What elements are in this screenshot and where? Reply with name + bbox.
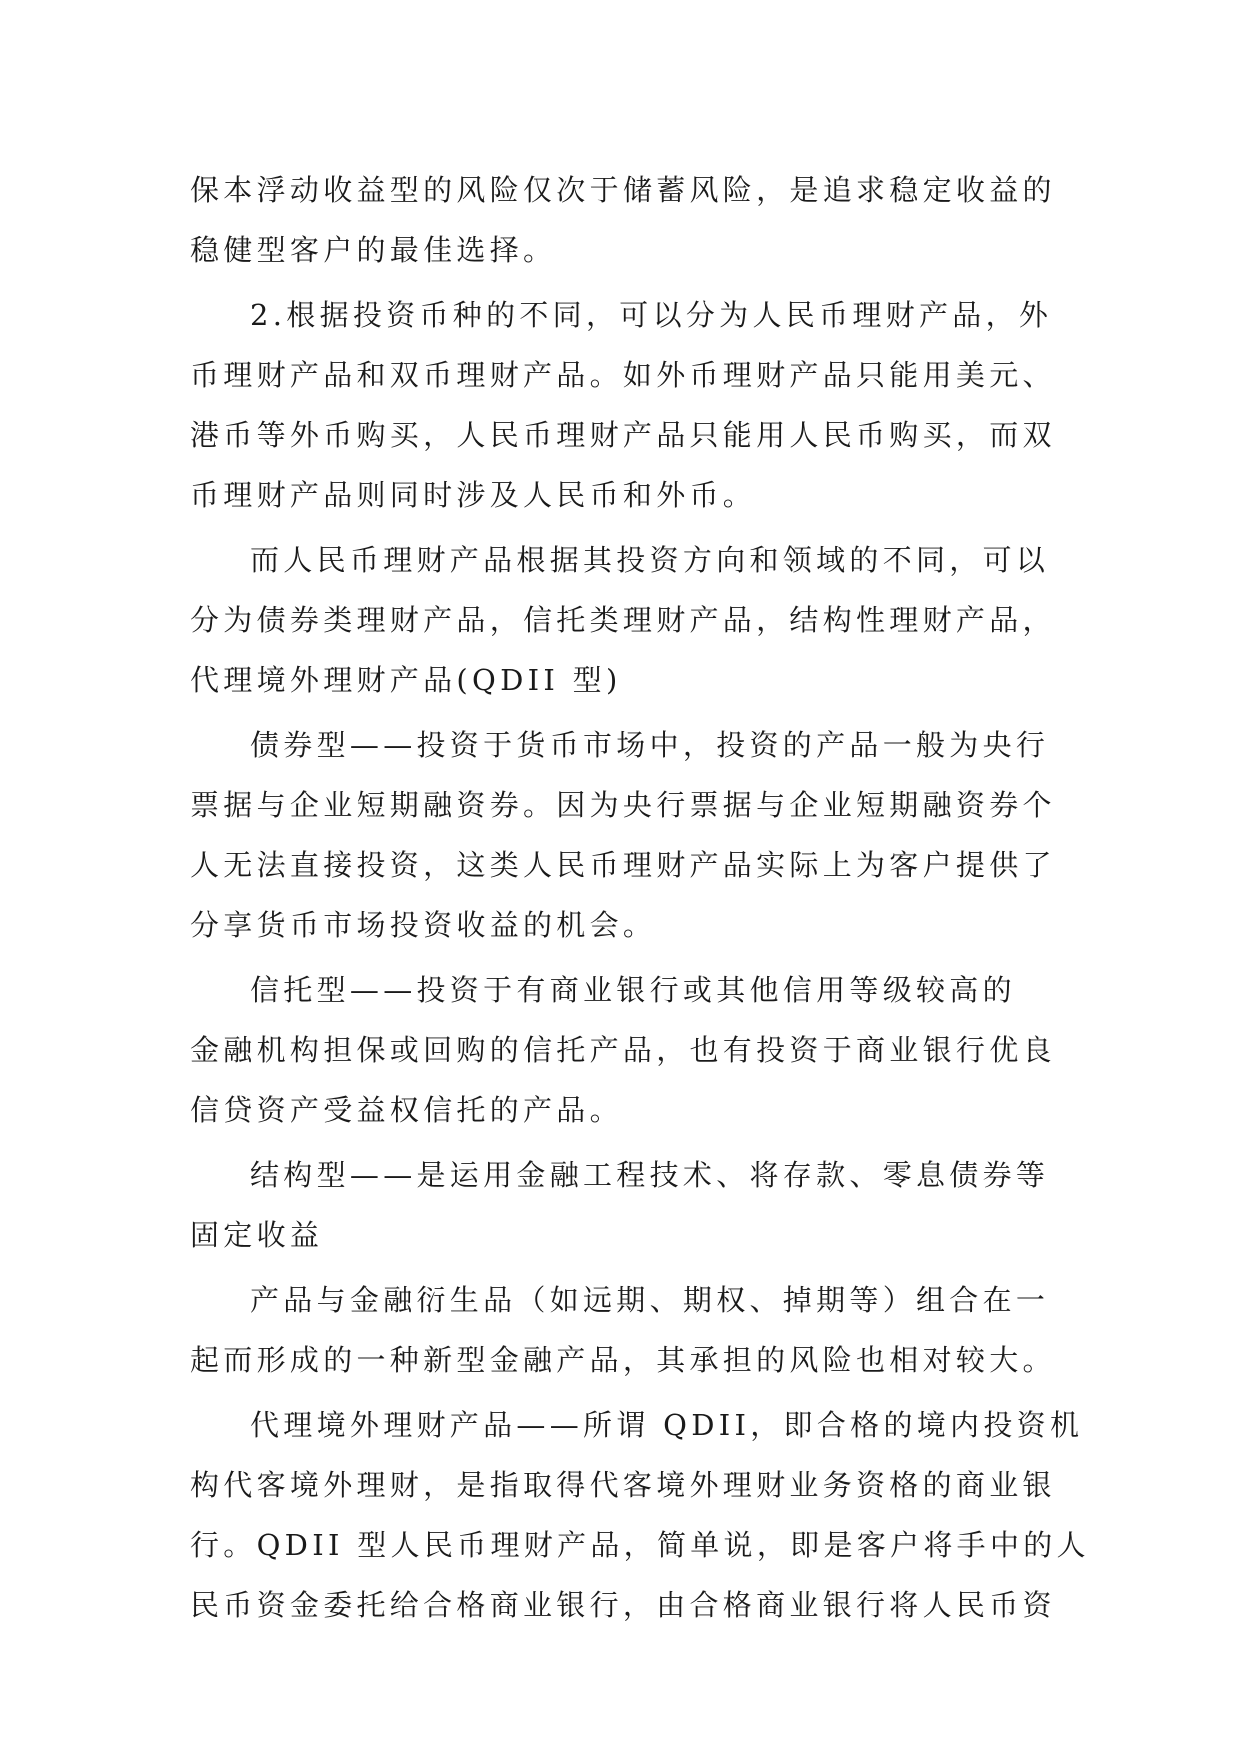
text-line: 构代客境外理财，是指取得代客境外理财业务资格的商业银 — [190, 1468, 1056, 1502]
text-line: 票据与企业短期融资券。因为央行票据与企业短期融资券个 — [190, 788, 1056, 822]
text-line: 产品与金融衍生品（如远期、期权、掉期等）组合在一 — [250, 1283, 1050, 1317]
text-line: 币理财产品则同时涉及人民币和外币。 — [190, 478, 757, 512]
text-line: 民币资金委托给合格商业银行，由合格商业银行将人民币资 — [190, 1588, 1056, 1622]
text-line: 币理财产品和双币理财产品。如外币理财产品只能用美元、 — [190, 358, 1056, 392]
text-line: 固定收益 — [190, 1218, 324, 1252]
text-line: 金融机构担保或回购的信托产品，也有投资于商业银行优良 — [190, 1033, 1056, 1067]
text-line: 结构型——是运用金融工程技术、将存款、零息债券等 — [250, 1158, 1050, 1192]
document-body — [190, 160, 1090, 1635]
text-line: 行。QDII 型人民币理财产品，简单说，即是客户将手中的人 — [190, 1528, 1090, 1562]
text-line: 起而形成的一种新型金融产品，其承担的风险也相对较大。 — [190, 1343, 1056, 1377]
text-line: 债券型——投资于货币市场中，投资的产品一般为央行 — [250, 728, 1050, 762]
text-line: 而人民币理财产品根据其投资方向和领域的不同，可以 — [250, 543, 1050, 577]
text-line: 2.根据投资币种的不同，可以分为人民币理财产品，外 — [250, 298, 1053, 332]
text-line: 人无法直接投资，这类人民币理财产品实际上为客户提供了 — [190, 848, 1056, 882]
text-line: 信贷资产受益权信托的产品。 — [190, 1093, 623, 1127]
text-line: 保本浮动收益型的风险仅次于储蓄风险，是追求稳定收益的 — [190, 173, 1056, 207]
text-line: 分为债券类理财产品，信托类理财产品，结构性理财产品， — [190, 603, 1056, 637]
text-line: 港币等外币购买，人民币理财产品只能用人民币购买，而双 — [190, 418, 1056, 452]
text-line: 稳健型客户的最佳选择。 — [190, 233, 557, 267]
text-line: 代理境外理财产品——所谓 QDII，即合格的境内投资机 — [250, 1408, 1084, 1442]
text-line: 分享货币市场投资收益的机会。 — [190, 908, 657, 942]
text-line: 信托型——投资于有商业银行或其他信用等级较高的 — [250, 973, 1016, 1007]
text-line: 代理境外理财产品(QDII 型) — [190, 663, 622, 697]
